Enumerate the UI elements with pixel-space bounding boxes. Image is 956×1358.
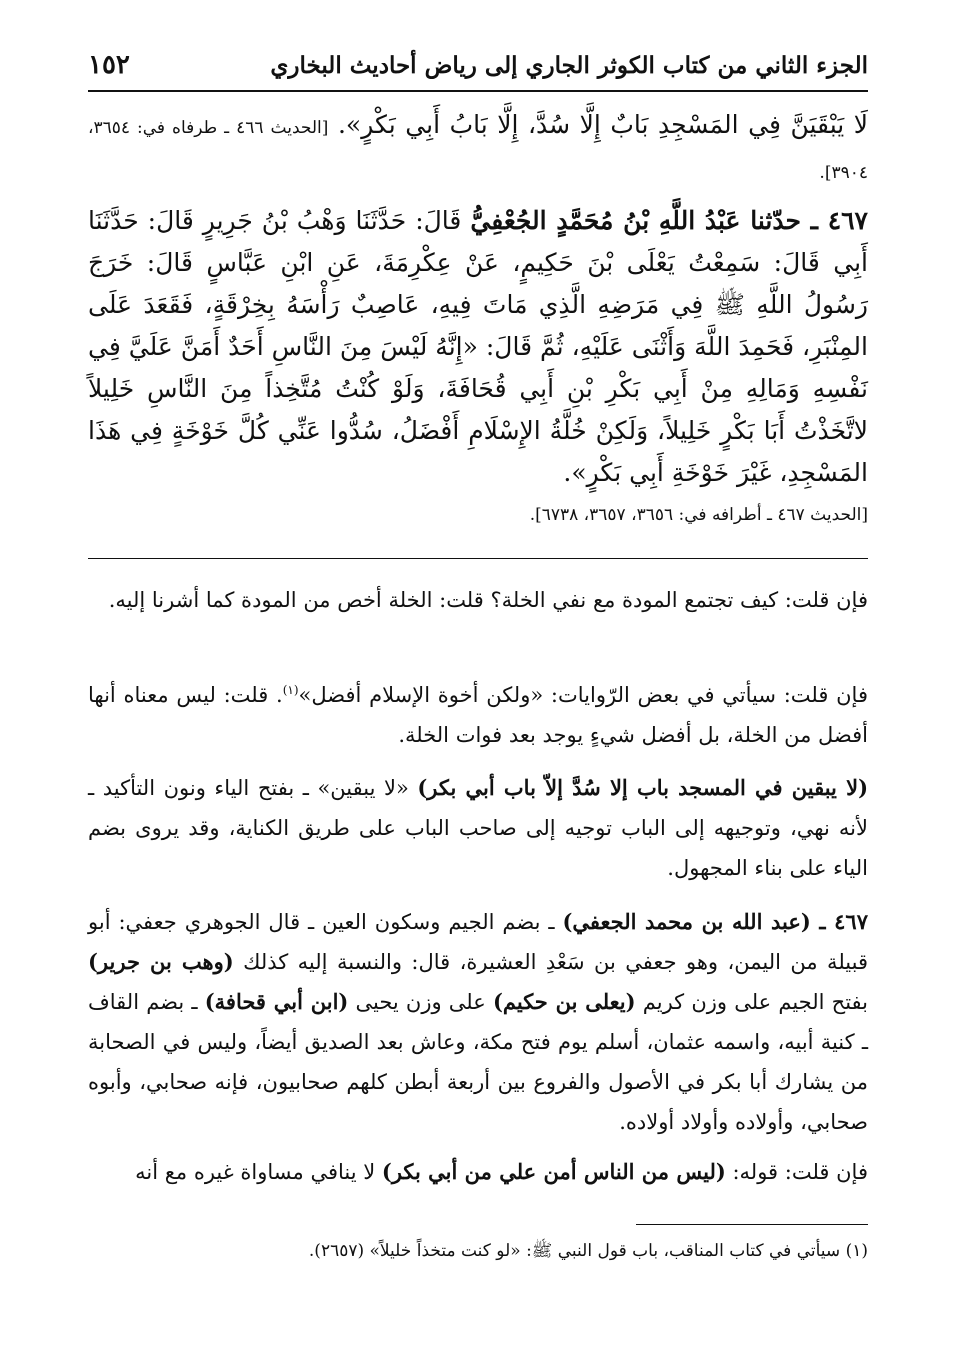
page-header [88, 40, 868, 92]
running-title: الجزء الثاني من كتاب الكوثر الجاري إلى رياض أحاديث البخاري [270, 51, 868, 79]
hadith-466-text: لَا يَبْقَيَنَّ فِي المَسْجِدِ بَابٌ إِلَّا سُدَّ، إِلَّا بَابُ أَبِي بَكْرٍ». [337, 110, 868, 139]
commentary-p4-text-2: بفتح الجيم على وزن كريم [635, 990, 868, 1014]
commentary-p5-text-b: لا ينافي مساواة غيره مع أنه [135, 1160, 382, 1184]
commentary-p4-lemma-2: (وهب بن جرير) [88, 949, 234, 974]
commentary-p5-lemma: (ليس من الناس أمن علي من أبي بكر) [381, 1159, 726, 1184]
commentary-p4-lemma-1: ٤٦٧ ـ (عبد الله بن محمد الجعفي) [562, 909, 868, 934]
hadith-467-reference: [الحديث ٤٦٧ ـ أطرافه في: ٣٦٥٦، ٣٦٥٧، ٦٧٣٨]. [529, 505, 868, 525]
commentary-p4-lemma-3: (يعلى بن حكيم) [492, 989, 636, 1014]
commentary-p5-text-a: فإن قلت: قوله: [725, 1160, 868, 1184]
commentary-paragraph-2 [88, 670, 868, 755]
page-number: ١٥٢ [88, 50, 130, 80]
commentary-p1-text: فإن قلت: كيف تجتمع المودة مع نفي الخلة؟ قلت: الخلة أخص من المودة كما أشرنا إليه. [108, 588, 868, 612]
commentary-paragraph-4 [88, 902, 868, 1142]
hadith-467-lead: ٤٦٧ ـ حدّثنا عَبْدُ اللَّهِ بْنُ مُحَمَّدٍ الجُعْفِيُّ [470, 206, 868, 235]
commentary-p4-lemma-4: (ابن أبي قحافة) [204, 989, 349, 1014]
commentary-p2-text-a: فإن قلت: سيأتي في بعض الرّوايات: «ولكن أخوة الإسلام أفضل» [298, 683, 868, 707]
commentary-p4-text-3: على وزن يحيى [348, 990, 493, 1014]
commentary-paragraph-3 [88, 768, 868, 888]
commentary-p2-text-b: . قلت: ليس معناه أنها أفضل من الخلة، بل أفضل شيءٍ يوجد بعد فوات الخلة. [88, 683, 868, 747]
section-divider [88, 558, 868, 559]
commentary-p3-lemma: (لا يبقين في المسجد باب إلا سُدَّ إلاّ باب أبي بكر) [417, 775, 869, 800]
hadith-467 [88, 200, 868, 536]
hadith-467-text: قَالَ: حَدَّثَنَا وَهْبُ بْنُ جَرِيرٍ قَالَ: حَدَّثَنَا أَبِي قَالَ: سَمِعْتُ يَعْلَى بْنَ حَكِيمٍ، عَنْ عِكْرِمَةَ، عَنِ ابْنِ عَبَّاسٍ قَالَ: خَرَجَ رَسُولُ اللَّهِ ﷺ فِي مَرَضِهِ الَّذِي مَاتَ فِيهِ، عَاصِبٌ رَأْسَهُ بِخِرْقَةٍ، فَقَعَدَ عَلَى المِنْبَرِ، فَحَمِدَ اللَّهَ وَأَثْنَى عَلَيْهِ، ثُمَّ قَالَ: «إِنَّهُ لَيْسَ مِنَ النَّاسِ أَحَدٌ أَمَنَّ عَلَيَّ فِي نَفْسِهِ وَمَالِهِ مِنْ أَبِي بَكْرِ بْنِ أَبِي قُحَافَةَ، وَلَوْ كُنْتُ مُتَّخِذاً مِنَ النَّاسِ خَلِيلاً لاتَّخَذْتُ أَبَا بَكْرٍ خَلِيلاً، وَلَكِنْ خُلَّةُ الإِسْلَامِ أَفْضَلُ، سُدُّوا عَنِّي كُلَّ خَوْخَةٍ فِي هَذَا المَسْجِدِ، غَيْرَ خَوْخَةِ أَبِي بَكْرٍ». [88, 206, 868, 487]
commentary-p4-text-1: ـ بضم الجيم وسكون العين ـ قال الجوهري جعفي: أبو قبيلة من اليمن، وهو جعفي بن سَعْدِ العشيرة، قال: والنسبة إليه كذلك [88, 910, 868, 974]
footnote [88, 1236, 868, 1266]
footnote-text: (١) سيأتي في كتاب المناقب، باب قول النبي ﷺ: «لو كنت متخذاً خليلاً» (٢٦٥٧). [308, 1241, 868, 1261]
commentary-p4-text-4: ـ بضم القاف ـ كنية أبيه، واسمه عثمان، أسلم يوم فتح مكة، وعاش بعد الصديق أيضاً، وليس في الصحابة من يشارك أبا بكر في الأصول والفروع بين أربعة أبطن كلهم صحابيون، فإنه صحابي، وأبوه صحابي، وأولاده وأولاد أولاده. [88, 990, 868, 1134]
footnote-marker[interactable]: (١) [282, 683, 299, 697]
commentary-p3-text: «لا يبقين» ـ بفتح الياء ونون التأكيد ـ لأنه نهي، وتوجيهه إلى الباب توجيه إلى صاحب الباب على طريق الكناية، وقد يروى بضم الياء على بناء المجهول. [88, 776, 868, 880]
commentary-paragraph-1 [88, 580, 868, 620]
footnote-divider [636, 1224, 868, 1225]
hadith-466-continuation [88, 104, 868, 194]
commentary-paragraph-5 [88, 1152, 868, 1192]
hadith-466-reference: [الحديث ٤٦٦ ـ طرفاه في: ٣٦٥٤، ٣٩٠٤]. [88, 118, 868, 183]
